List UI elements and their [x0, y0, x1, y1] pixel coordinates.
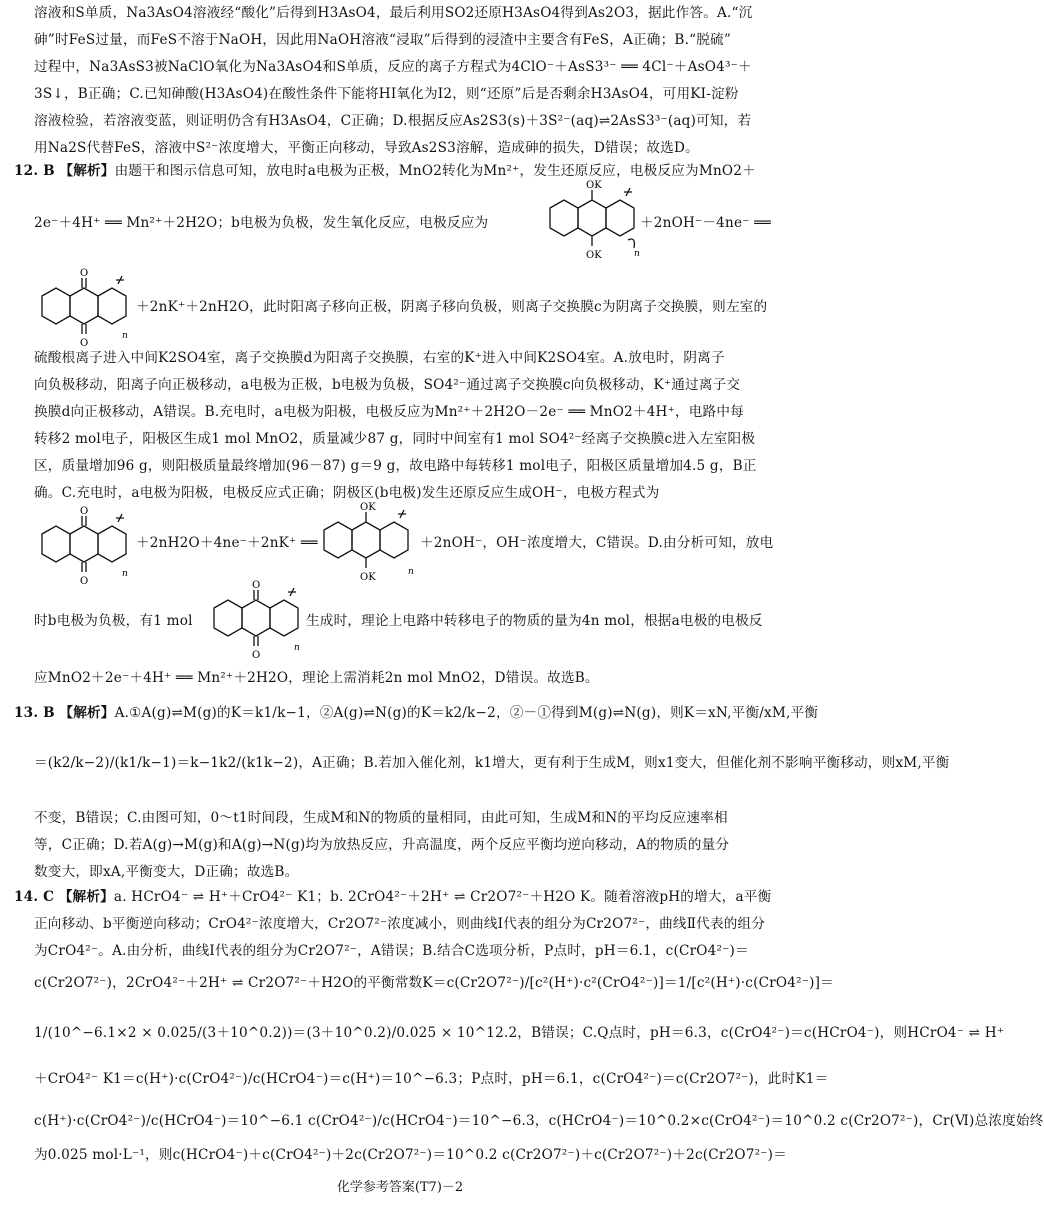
- q14-line-3: 为CrO4²⁻。A.由分析，曲线Ⅰ代表的组分为Cr2O7²⁻，A错误；B.结合C选项分析，P点时，pH＝6.1，c(CrO4²⁻)＝: [34, 943, 749, 959]
- q14-line-2: 正向移动、b平衡逆向移动；CrO4²⁻浓度增大，Cr2O7²⁻浓度减小，则曲线Ⅰ代表的组分为Cr2O7²⁻，曲线Ⅱ代表的组分: [34, 916, 766, 932]
- text-line: 溶液和S单质，Na3AsO4溶液经“酸化”后得到H3AsO4，最后利用SO2还原H3AsO4得到As2O3，据此作答。A.“沉: [34, 5, 753, 21]
- molecule-polymer-quinone: [34, 268, 134, 350]
- q12-line-4: 硫酸根离子进入中间K2SO4室，离子交换膜d为阳离子交换膜，右室的K⁺进入中间K2SO4室。A.放电时，阴离子: [34, 350, 725, 366]
- q13-line-5: 数变大，即xA,平衡变大，D正确；故选B。: [34, 864, 299, 880]
- q13-line-4: 等，C正确；D.若A(g)→M(g)和A(g)→N(g)均为放热反应，升高温度，两个反应平衡均逆向移动，A的物质的量分: [34, 837, 730, 853]
- q12-line-5: 向负极移动，阳离子向正极移动，a电极为正极，b电极为负极，SO4²⁻通过离子交换膜c向负极移动，K⁺通过离子交: [34, 377, 741, 393]
- q13-text: A.①A(g)⇌M(g)的K＝k1/k−1，②A(g)⇌N(g)的K＝k2/k−2，②－①得到M(g)⇌N(g)，则K＝xN,平衡/xM,平衡: [114, 705, 819, 721]
- molecule-polymer-ok: [540, 176, 640, 268]
- q14-line-4: c(Cr2O7²⁻)，2CrO4²⁻＋2H⁺ ⇌ Cr2O7²⁻＋H2O的平衡常数K＝c(Cr2O7²⁻)/[c²(H⁺)·c²(CrO4²⁻)]＝1/[c²(H⁺)·c(CrO4²⁻)]＝: [34, 975, 834, 991]
- q13-line-3: 不变，B错误；C.由图可知，0～t1时间段，生成M和N的物质的量相同，由此可知，生成M和N的平均反应速率相: [34, 810, 728, 826]
- q13-number: 13. B: [14, 705, 55, 721]
- ok-label: OK: [360, 572, 376, 583]
- q14-line-7: c(H⁺)·c(CrO4²⁻)/c(HCrO4⁻)＝10^−6.1 c(CrO4²⁻)/c(HCrO4⁻)＝10^−6.3，c(HCrO4⁻)＝10^0.2×c(CrO4²⁻)＝10^0.2 c(Cr2O7²⁻)，Cr(Ⅵ)总浓度始终: [34, 1113, 1044, 1129]
- q12-line-11b: 生成时，理论上电路中转移电子的物质的量为4n mol，根据a电极的电极反: [306, 613, 763, 629]
- o-label: O: [80, 338, 89, 349]
- page-footer: 化学参考答案(T7)－2: [336, 1180, 464, 1195]
- q14-line-8: 为0.025 mol·L⁻¹，则c(HCrO4⁻)＋c(CrO4²⁻)＋2c(Cr2O7²⁻)＝10^0.2 c(Cr2O7²⁻)＋c(Cr2O7²⁻)＋2c(Cr2O7²⁻)＝: [34, 1147, 787, 1163]
- q14-line-5: 1/(10^−6.1×2 × 0.025/(3＋10^0.2))＝(3＋10^0.2)/0.025 × 10^12.2，B错误；C.Q点时，pH＝6.3，c(CrO4²⁻)＝c(HCrO4⁻)，则HCrO4⁻ ⇌ H⁺: [34, 1025, 1005, 1041]
- o-label: O: [80, 576, 89, 587]
- q12-line-10b: ＋2nOH⁻，OH⁻浓度增大，C错误。D.由分析可知，放电: [420, 535, 774, 551]
- q12-line-6: 换膜d向正极移动，A错误。B.充电时，a电极为阳极，电极反应为Mn²⁺＋2H2O－2e⁻ ══ MnO2＋4H⁺，电路中每: [34, 404, 744, 420]
- n-label: n: [122, 569, 128, 579]
- q12-line-10a: ＋2nH2O＋4ne⁻＋2nK⁺ ══: [136, 535, 318, 551]
- q12-analysis-tag: 【解析】: [59, 163, 115, 179]
- molecule-polymer-quinone: [34, 506, 134, 586]
- text-line: 用Na2S代替FeS，溶液中S²⁻浓度增大，平衡正向移动，导致As2S3溶解，造成砷的损失，D错误；故选D。: [34, 140, 699, 156]
- q12-line-2-tail: ＋2nOH⁻－4ne⁻ ══: [640, 215, 771, 231]
- molecule-polymer-quinone: [206, 580, 306, 660]
- ok-label: OK: [586, 180, 602, 191]
- text-line: 砷”时FeS过量，而FeS不溶于NaOH，因此用NaOH溶液“浸取”后得到的浸渣中主要含有FeS，A正确；B.“脱硫”: [34, 32, 731, 48]
- q14-line-1: [14, 884, 774, 911]
- ok-label: OK: [360, 502, 376, 513]
- q12-line-2: 2e⁻＋4H⁺ ══ Mn²⁺＋2H2O；b电极为负极，发生氧化反应，电极反应为: [34, 215, 489, 231]
- q12-line-11a: 时b电极为负极，有1 mol: [34, 613, 193, 629]
- molecule-polymer-ok: [318, 498, 418, 590]
- o-label: O: [80, 268, 89, 279]
- q14-line-6: ＋CrO4²⁻ K1＝c(H⁺)·c(CrO4²⁻)/c(HCrO4⁻)＝c(H⁺)＝10^−6.3；P点时，pH＝6.1，c(CrO4²⁻)＝c(Cr2O7²⁻)，此时K1＝: [34, 1071, 829, 1087]
- n-label: n: [634, 249, 640, 259]
- q13-line-2: ＝(k2/k−2)/(k1/k−1)＝k−1k2/(k1k−2)，A正确；B.若加入催化剂，k1增大，更有利于生成M，则x1变大，但催化剂不影响平衡移动，则xM,平衡: [34, 755, 950, 771]
- q12-line-7: 转移2 mol电子，阳极区生成1 mol MnO2，质量减少87 g，同时中间室有1 mol SO4²⁻经离子交换膜c进入左室阳极: [34, 431, 756, 447]
- q12-line-9: 确。C.充电时，a电极为阳极，电极反应式正确；阴极区(b电极)发生还原反应生成OH⁻，电极方程式为: [34, 485, 660, 501]
- n-label: n: [122, 331, 128, 341]
- o-label: O: [252, 580, 261, 591]
- text-line: 溶液检验，若溶液变蓝，则证明仍含有H3AsO4，C正确；D.根据反应As2S3(s)＋3S²⁻(aq)⇌2AsS3³⁻(aq)可知，若: [34, 113, 752, 129]
- o-label: O: [80, 506, 89, 517]
- n-label: n: [294, 643, 300, 653]
- q12-line-12: 应MnO2＋2e⁻＋4H⁺ ══ Mn²⁺＋2H2O，理论上需消耗2n mol MnO2，D错误。故选B。: [34, 670, 599, 686]
- q12-line-8: 区，质量增加96 g，则阳极质量最终增加(96－87) g＝9 g，故电路中每转移1 mol电子，阳极区质量增加4.5 g，B正: [34, 458, 757, 474]
- ok-label: OK: [586, 250, 602, 261]
- q14-text: a. HCrO4⁻ ⇌ H⁺＋CrO4²⁻ K1；b. 2CrO4²⁻＋2H⁺ ⇌ Cr2O7²⁻＋H2O K。随着溶液pH的增大，a平衡: [113, 889, 772, 905]
- n-label: n: [408, 567, 414, 577]
- q12-number: 12. B: [14, 163, 55, 179]
- q13-line-1: [14, 700, 819, 727]
- q12-line-1: [14, 158, 774, 185]
- o-label: O: [252, 650, 261, 661]
- text-line: 3S↓，B正确；C.已知砷酸(H3AsO4)在酸性条件下能将HI氧化为I2，则“还原”后是否剩余H3AsO4，可用KI-淀粉: [34, 86, 739, 102]
- q12-text: 由题干和图示信息可知，放电时a电极为正极，MnO2转化为Mn²⁺，发生还原反应，电极反应为MnO2＋: [114, 163, 756, 179]
- text-line: 过程中，Na3AsS3被NaClO氧化为Na3AsO4和S单质，反应的离子方程式为4ClO⁻＋AsS3³⁻ ══ 4Cl⁻＋AsO4³⁻＋: [34, 59, 752, 75]
- q13-analysis-tag: 【解析】: [59, 705, 115, 721]
- q14-analysis-tag: 【解析】: [58, 889, 114, 905]
- q12-line-3: ＋2nK⁺＋2nH2O，此时阳离子移向正极，阴离子移向负极，则离子交换膜c为阴离子交换膜，则左室的: [136, 299, 768, 315]
- q14-number: 14. C: [14, 889, 55, 905]
